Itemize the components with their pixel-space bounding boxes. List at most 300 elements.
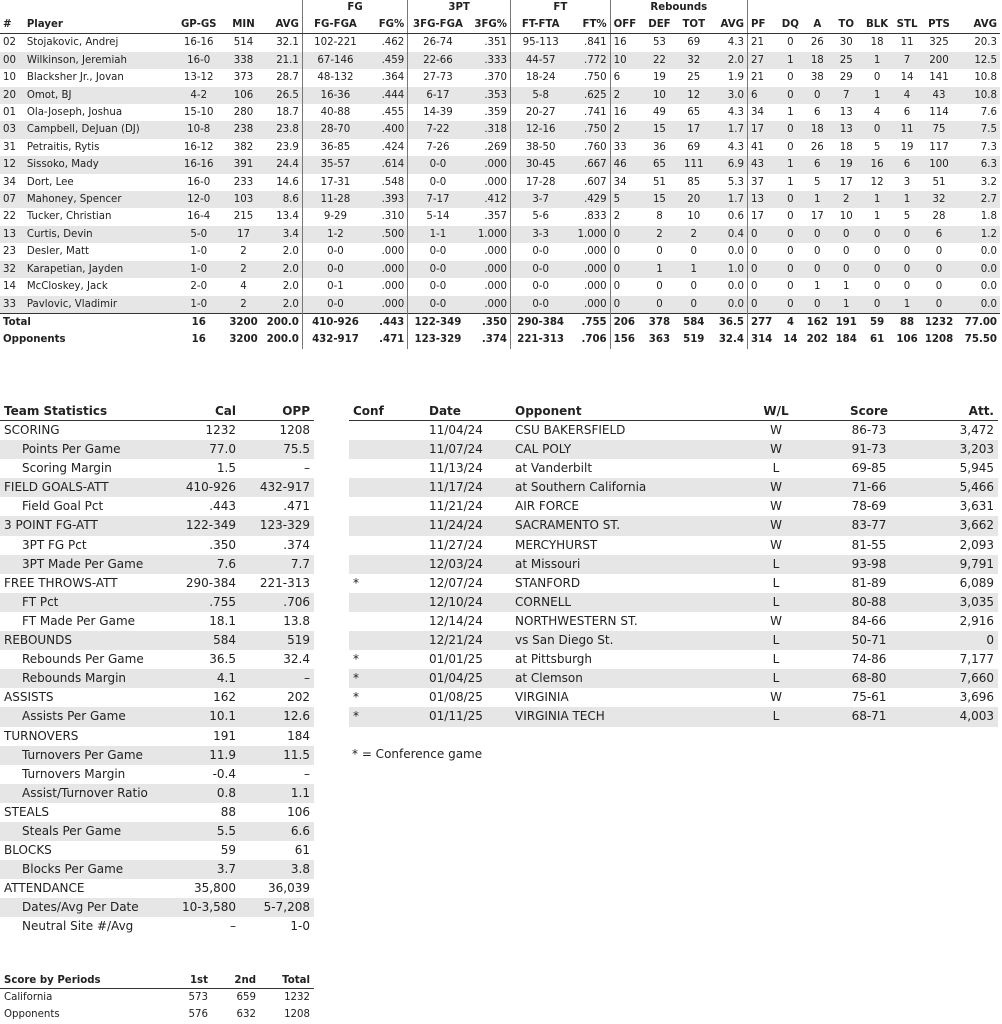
player-stat-cell: 17	[839, 176, 853, 188]
player-stat-cell: .310	[381, 211, 405, 223]
team-stats-header-opp: OPP	[240, 402, 314, 421]
total-stat-cell: .755	[570, 313, 610, 331]
player-stat-cell: 36-85	[302, 139, 368, 156]
game-score: 93-98	[819, 555, 919, 574]
game-attendance: 2,916	[959, 613, 994, 628]
player-stat-cell: 0	[747, 261, 777, 278]
player-stat-cell: 12.5	[957, 52, 1000, 69]
team-stat-row	[0, 574, 314, 593]
player-stat-cell: 38	[810, 72, 824, 84]
team-stat-row	[0, 688, 314, 707]
total-stat-cell: 16	[173, 313, 225, 331]
player-stat-cell: 1	[777, 156, 803, 173]
column-header: OFF	[610, 16, 643, 34]
periods-team: California	[4, 992, 53, 1003]
team-stat-label: Rebounds Margin	[0, 669, 170, 688]
team-stat-label: FREE THROWS-ATT	[4, 575, 118, 590]
game-conf-marker	[349, 555, 425, 574]
player-stat-cell: 16-4	[187, 211, 211, 223]
group-header-row	[0, 0, 1000, 16]
player-stat-cell: 21	[747, 34, 777, 52]
player-stat-cell: 0	[873, 281, 881, 293]
game-attendance: 3,631	[959, 499, 994, 514]
column-header: AVG	[957, 16, 1000, 34]
player-stat-cell: 27	[747, 52, 777, 69]
player-row	[0, 34, 1000, 52]
player-stat-cell: 391	[225, 156, 263, 173]
periods-score: 632	[236, 1009, 256, 1021]
player-stat-cell: 7-22	[408, 121, 468, 138]
total-stat-cell: 200.0	[262, 313, 302, 331]
player-stat-cell: .357	[484, 211, 507, 223]
player-stat-cell: 15-10	[183, 107, 214, 119]
game-conf-marker: *	[349, 669, 425, 688]
team-stat-opp: –	[304, 766, 310, 781]
player-stat-cell: 23	[3, 246, 16, 258]
player-stat-cell: 4	[873, 107, 881, 119]
player-stat-cell: 5	[814, 176, 821, 188]
player-name: Sissoko, Mady	[24, 156, 173, 173]
team-stat-row	[0, 497, 314, 516]
team-stat-cal: 10-3,580	[170, 898, 240, 917]
total-stat-cell: 123-329	[408, 331, 468, 348]
game-result: L	[772, 461, 780, 476]
game-score: 69-85	[851, 461, 887, 476]
player-name: Omot, BJ	[24, 87, 173, 104]
total-stat-cell: 184	[831, 331, 861, 348]
team-stat-opp: 13.8	[283, 613, 310, 628]
player-stat-cell: 12	[676, 87, 712, 104]
game-conf-marker	[349, 440, 425, 459]
player-stat-cell: 0.0	[727, 246, 744, 258]
total-stat-cell: 314	[747, 331, 777, 348]
player-stat-cell: 0	[610, 278, 643, 295]
player-stat-cell: .000	[570, 296, 610, 314]
player-stat-cell: 0	[747, 243, 777, 260]
player-stat-cell: 11-28	[302, 191, 368, 208]
player-stat-cell: 7-17	[408, 191, 468, 208]
player-stat-cell: 2.0	[282, 281, 299, 293]
player-stat-cell: 6	[814, 107, 821, 119]
column-header: FG%	[368, 16, 408, 34]
player-stat-cell: 7.6	[980, 107, 997, 119]
game-date: 01/08/25	[429, 690, 483, 705]
total-stat-cell: 410-926	[302, 313, 368, 331]
player-stat-cell: 0	[777, 261, 803, 278]
game-attendance: 4,003	[919, 707, 998, 726]
schedule-row	[349, 421, 998, 441]
team-stat-cal: .443	[209, 499, 236, 514]
player-stat-cell: 16-16	[183, 37, 214, 49]
player-name: Dort, Lee	[26, 176, 74, 188]
player-stat-cell: 7.5	[957, 121, 1000, 138]
player-stat-cell: 1.7	[712, 191, 748, 208]
total-stat-cell: 59	[861, 313, 893, 331]
player-stat-cell: 2-0	[190, 281, 208, 293]
game-date: 11/17/24	[425, 478, 511, 497]
total-stat-cell: 202	[803, 331, 831, 348]
column-header-row	[0, 16, 1000, 34]
total-stat-cell: 61	[861, 331, 893, 348]
team-stat-label: Assist/Turnover Ratio	[0, 784, 170, 803]
player-stat-cell: 1	[893, 191, 921, 208]
player-stat-cell: 51	[652, 176, 666, 188]
player-stat-cell: 14	[3, 281, 16, 293]
player-stat-cell: 0	[777, 296, 803, 314]
player-stat-cell: 5-14	[408, 208, 468, 225]
player-stat-cell: 18	[803, 121, 831, 138]
player-stat-cell: 0	[903, 246, 911, 258]
player-stat-cell: 16-36	[302, 87, 368, 104]
player-stat-cell: 13	[831, 121, 861, 138]
player-stat-cell: 13	[747, 191, 777, 208]
column-header: DEF	[643, 16, 676, 34]
game-attendance: 6,089	[959, 575, 994, 590]
team-stat-label: Rebounds Per Game	[22, 652, 144, 667]
team-stat-cal: 3.7	[170, 860, 240, 879]
player-row	[0, 296, 1000, 314]
player-stat-cell: 1	[831, 296, 861, 314]
player-stat-cell: 17	[225, 226, 263, 243]
player-stat-cell: 6	[610, 69, 643, 86]
player-stat-cell: .500	[368, 226, 408, 243]
total-stat-cell: 88	[893, 313, 921, 331]
player-row	[0, 243, 1000, 260]
opponents-total-row	[0, 331, 1000, 348]
schedule-row	[349, 650, 998, 669]
player-stat-cell: 0	[921, 261, 957, 278]
player-stat-cell: 17-28	[511, 174, 571, 191]
player-stat-cell: .318	[468, 121, 511, 138]
player-stat-cell: 26.5	[262, 87, 302, 104]
column-header: MIN	[225, 16, 263, 34]
player-stat-cell: 3	[903, 176, 911, 188]
game-conf-marker: *	[353, 690, 359, 705]
player-stat-cell: 1	[803, 191, 831, 208]
player-stat-cell: 0-0	[408, 156, 468, 173]
player-row	[0, 69, 1000, 86]
game-result: L	[772, 575, 780, 590]
player-stat-cell: 46	[610, 156, 643, 173]
player-stat-cell: 0	[610, 261, 643, 278]
player-stat-cell: 12	[0, 156, 24, 173]
game-attendance: 0	[919, 631, 998, 650]
game-conf-marker: *	[353, 652, 359, 667]
player-stat-cell: 2.0	[282, 246, 299, 258]
player-stat-cell: 0-0	[408, 261, 468, 278]
team-stat-opp: 106	[287, 804, 310, 819]
total-stat-cell: .706	[570, 331, 610, 348]
total-stat-cell: 191	[831, 313, 861, 331]
player-stat-cell: .000	[583, 281, 607, 293]
player-stat-cell: 28-70	[302, 121, 368, 138]
player-stat-cell: 69	[687, 37, 701, 49]
player-stat-cell: 238	[225, 121, 263, 138]
periods-header-1st: 1st	[160, 972, 212, 989]
game-conf-marker	[349, 459, 425, 478]
player-stat-cell: 1.8	[980, 211, 997, 223]
periods-score: 659	[236, 992, 256, 1003]
player-stat-cell: 2	[225, 261, 263, 278]
player-stat-cell: .400	[368, 121, 408, 138]
team-stat-cal: 410-926	[170, 478, 240, 497]
player-stat-cell: 1	[787, 176, 794, 188]
player-stat-cell: 0	[803, 261, 831, 278]
player-stat-cell: 34	[610, 174, 643, 191]
group-header-fg: FG	[302, 0, 407, 16]
player-row	[0, 104, 1000, 121]
total-stat-cell: 290-384	[511, 313, 571, 331]
team-stat-opp: 61	[294, 843, 310, 858]
player-stat-cell: 0	[747, 296, 777, 314]
player-stat-cell: 373	[233, 72, 254, 84]
player-stat-cell: 0	[893, 261, 921, 278]
player-stat-cell: 0	[921, 296, 957, 314]
total-stat-cell: 584	[676, 313, 712, 331]
game-opponent: at Clemson	[511, 669, 733, 688]
game-attendance: 3,696	[959, 690, 994, 705]
player-stat-cell: .000	[484, 281, 507, 293]
total-stat-cell: .443	[368, 313, 408, 331]
player-stat-cell: 1-0	[173, 261, 225, 278]
player-stat-cell: 37	[747, 174, 777, 191]
player-name: Campbell, DeJuan (DJ)	[24, 121, 173, 138]
player-name: McCloskey, Jack	[26, 281, 108, 293]
team-stat-cal: 77.0	[170, 440, 240, 459]
team-stat-row	[0, 555, 314, 574]
player-stat-cell: 07	[0, 191, 24, 208]
team-stat-cal: 162	[213, 690, 236, 705]
game-date: 12/03/24	[425, 555, 511, 574]
team-stat-label: Turnovers Margin	[22, 766, 126, 781]
player-stat-cell: .359	[484, 107, 507, 119]
team-stat-opp: 3.8	[240, 860, 314, 879]
player-stat-cell: 2	[240, 246, 247, 258]
player-stat-cell: 17	[810, 211, 824, 223]
player-stat-cell: 1-0	[173, 296, 225, 314]
player-stat-cell: 30	[839, 37, 853, 49]
player-stat-cell: 01	[3, 107, 16, 119]
team-stat-opp: 75.5	[240, 440, 314, 459]
game-result: W	[770, 613, 782, 628]
team-stat-row	[0, 822, 314, 841]
team-stat-cal: 36.5	[209, 652, 236, 667]
player-stat-cell: 0	[803, 296, 831, 314]
team-stat-cal: 1.5	[216, 461, 236, 476]
player-stat-cell: 338	[225, 52, 263, 69]
player-stat-cell: .000	[484, 246, 507, 258]
game-conf-marker	[349, 478, 425, 497]
player-stat-cell: .353	[468, 87, 511, 104]
player-stat-cell: 1	[777, 52, 803, 69]
player-stat-cell: 41	[747, 139, 777, 156]
player-stat-cell: 0	[656, 281, 663, 293]
total-stat-cell: 206	[610, 313, 643, 331]
total-stat-cell: 77.00	[957, 313, 1000, 331]
player-stat-cell: 8	[656, 211, 663, 223]
team-stat-row	[0, 612, 314, 631]
player-stat-cell: 6	[921, 226, 957, 243]
periods-header-label: Score by Periods	[0, 972, 160, 989]
game-result: L	[733, 707, 819, 726]
team-stat-label: 3PT FG Pct	[22, 537, 87, 552]
player-stat-cell: 2	[831, 191, 861, 208]
schedule-row	[349, 574, 998, 593]
player-stat-cell: .412	[468, 191, 511, 208]
player-stat-cell: 18	[870, 37, 884, 49]
player-stat-cell: 16-12	[183, 141, 214, 153]
player-stat-cell: 0	[803, 87, 831, 104]
player-stat-cell: 5-0	[173, 226, 225, 243]
team-stat-label: FT Pct	[0, 593, 170, 612]
game-result: L	[733, 669, 819, 688]
player-stat-cell: 6	[803, 156, 831, 173]
total-stat-cell: 3200	[225, 331, 263, 348]
schedule-row	[349, 669, 998, 688]
player-stat-cell: 0	[861, 296, 893, 314]
schedule-row	[349, 497, 998, 516]
player-stat-cell: 02	[3, 37, 16, 49]
player-stat-cell: 14.6	[276, 176, 299, 188]
game-result: W	[733, 440, 819, 459]
game-result: W	[733, 478, 819, 497]
player-stat-cell: 0	[873, 246, 881, 258]
player-stat-cell: .364	[381, 72, 405, 84]
player-stat-cell: 1	[861, 191, 893, 208]
game-date: 01/04/25	[425, 669, 511, 688]
player-row	[0, 226, 1000, 243]
player-stat-cell: 20.3	[974, 37, 997, 49]
player-stat-cell: 29	[839, 72, 853, 84]
game-result: W	[770, 499, 782, 514]
player-stat-cell: 0	[777, 87, 803, 104]
player-stat-cell: .772	[570, 52, 610, 69]
game-score: 68-80	[819, 669, 919, 688]
player-stat-cell: .607	[583, 176, 607, 188]
player-name: Stojakovic, Andrej	[26, 37, 119, 49]
column-header: FG-FGA	[302, 16, 368, 34]
team-stat-opp: 1208	[279, 423, 310, 437]
player-stat-cell: 114	[929, 107, 949, 119]
player-stat-cell: 0	[787, 211, 794, 223]
schedule-row	[349, 688, 998, 707]
player-row	[0, 261, 1000, 278]
player-stat-cell: 75	[921, 121, 957, 138]
player-stat-cell: 2	[610, 121, 643, 138]
player-stat-cell: 0.0	[980, 281, 997, 293]
player-stat-cell: 17	[747, 121, 777, 138]
player-stat-cell: .000	[368, 261, 408, 278]
total-stat-cell: 221-313	[511, 331, 571, 348]
player-stat-cell: 19	[900, 141, 914, 153]
periods-team: Opponents	[4, 1009, 60, 1021]
player-stat-cell: 1-2	[302, 226, 368, 243]
player-stat-cell: 0	[610, 226, 643, 243]
schedule-header-score: Score	[819, 402, 919, 421]
player-stat-cell: 1	[873, 211, 881, 223]
schedule-row	[349, 459, 998, 478]
player-stat-cell: 0	[787, 141, 794, 153]
player-stat-cell: 0	[893, 226, 921, 243]
player-stat-cell: 0	[747, 278, 777, 295]
player-stat-cell: .351	[484, 37, 507, 49]
column-header: 3FG%	[468, 16, 511, 34]
player-stat-cell: 11	[893, 121, 921, 138]
player-stat-cell: 26	[810, 141, 824, 153]
team-stat-opp: 32.4	[283, 652, 310, 667]
player-row	[0, 156, 1000, 173]
team-stats-header-row	[0, 402, 314, 421]
player-stat-cell: 9-29	[302, 208, 368, 225]
player-stat-cell: 10-8	[173, 121, 225, 138]
player-stat-cell: 4.3	[727, 107, 744, 119]
player-stat-cell: 3-3	[511, 226, 571, 243]
team-stat-opp: 6.6	[240, 822, 314, 841]
player-stat-cell: 0-1	[302, 278, 368, 295]
player-stat-cell: 28	[932, 211, 946, 223]
player-stat-cell: 4-2	[173, 87, 225, 104]
team-stat-row	[0, 803, 314, 822]
game-score: 84-66	[851, 613, 887, 628]
team-stat-row	[0, 707, 314, 726]
team-stat-cal: 1232	[205, 423, 236, 437]
total-stat-cell: 378	[643, 313, 676, 331]
team-stat-row	[0, 478, 314, 497]
player-stat-cell: .750	[570, 121, 610, 138]
player-stat-cell: .333	[468, 52, 511, 69]
column-header: Player	[24, 16, 173, 34]
schedule-table	[349, 402, 998, 727]
player-stat-cell: 0	[935, 281, 943, 293]
player-stat-cell: 0	[903, 281, 911, 293]
player-stat-cell: .000	[381, 246, 405, 258]
total-stat-cell: 277	[747, 313, 777, 331]
column-header: GP-GS	[173, 16, 225, 34]
player-stat-cell: 14-39	[408, 104, 468, 121]
player-stat-cell: 215	[233, 211, 254, 223]
periods-score: 573	[188, 992, 208, 1003]
team-stat-opp: –	[240, 669, 314, 688]
player-stat-cell: 03	[0, 121, 24, 138]
player-stat-cell: 10	[3, 72, 16, 84]
player-stat-cell: 48-132	[302, 69, 368, 86]
team-stat-label: Field Goal Pct	[22, 499, 104, 514]
team-stat-opp: .471	[283, 499, 310, 514]
game-conf-marker	[349, 593, 425, 612]
game-score: 91-73	[819, 440, 919, 459]
player-stat-cell: 0	[656, 246, 663, 258]
player-name: Petraitis, Rytis	[26, 141, 100, 153]
game-result: W	[770, 690, 782, 705]
team-stat-opp: 123-329	[240, 516, 314, 535]
player-stat-cell: 22	[643, 52, 676, 69]
player-stat-cell: 22	[3, 211, 16, 223]
schedule-header-opponent: Opponent	[511, 402, 733, 421]
player-stat-cell: .269	[484, 141, 507, 153]
game-attendance: 3,035	[919, 593, 998, 612]
game-opponent: CSU BAKERSFIELD	[515, 423, 626, 437]
game-result: L	[733, 555, 819, 574]
player-stat-cell: 3.2	[980, 176, 997, 188]
team-stat-cal: 10.1	[170, 707, 240, 726]
team-stat-label: SCORING	[4, 423, 60, 437]
game-conf-marker	[349, 497, 425, 516]
player-stat-cell: 24.4	[262, 156, 302, 173]
team-stat-label: BLOCKS	[4, 843, 52, 858]
team-stat-row	[0, 669, 314, 688]
player-name: Blacksher Jr., Jovan	[26, 72, 124, 84]
player-row	[0, 87, 1000, 104]
